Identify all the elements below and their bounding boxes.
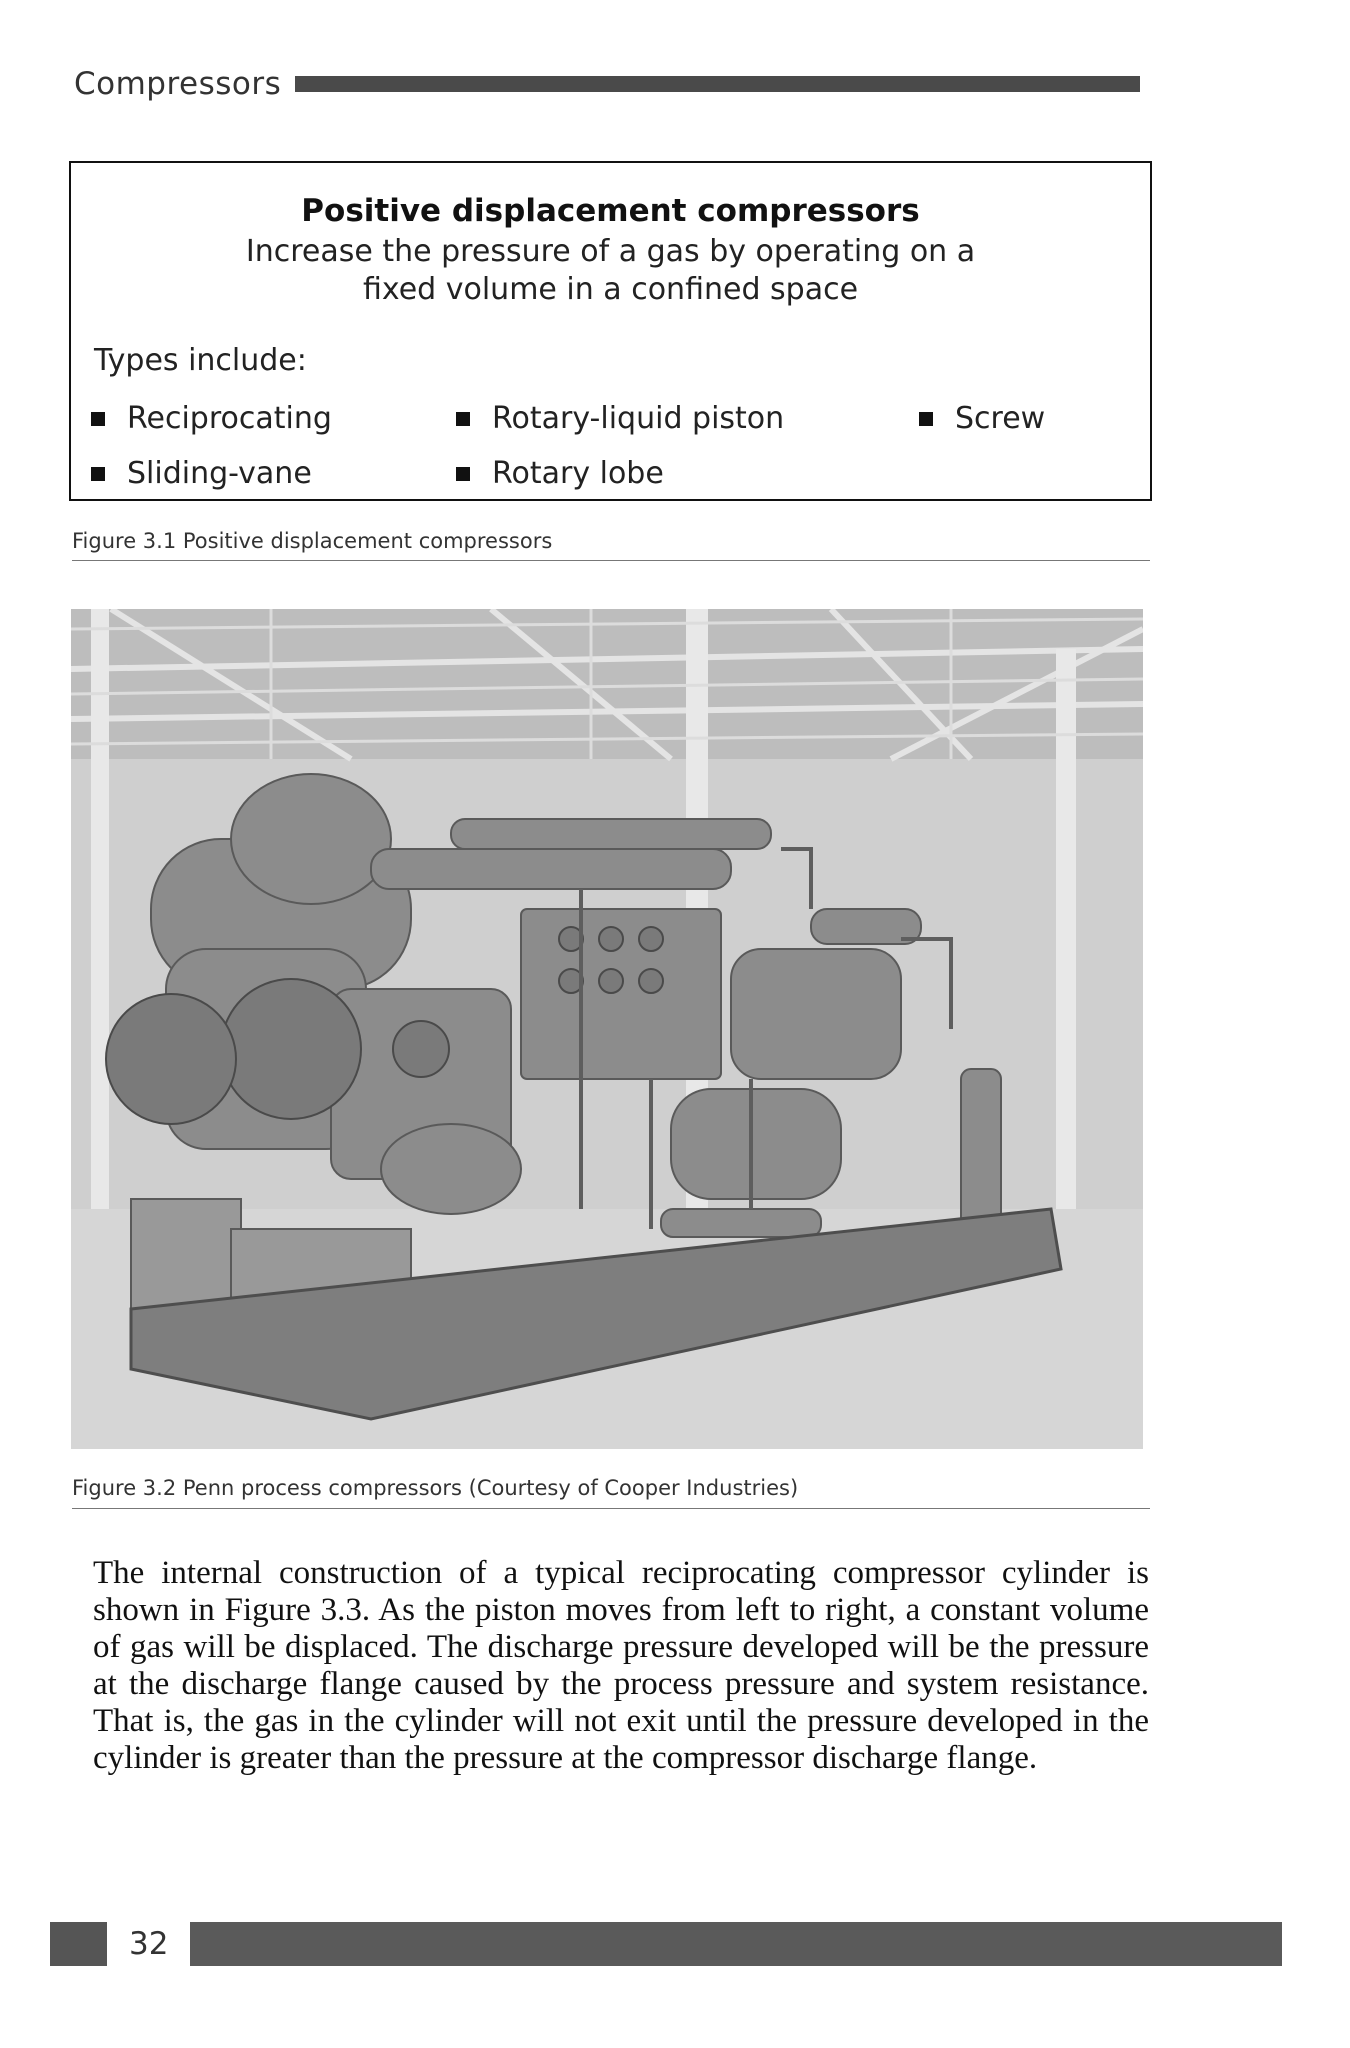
box-title: Positive displacement compressors	[301, 193, 920, 229]
header-title: Compressors	[74, 66, 282, 102]
figure-2-caption: Figure 3.2 Penn process compressors (Courtesy of Cooper Industries)	[72, 1476, 799, 1500]
list-item	[456, 456, 664, 491]
list-item	[91, 401, 332, 436]
list-item-label: Rotary lobe	[492, 456, 664, 491]
list-item-label: Rotary-liquid piston	[492, 401, 785, 436]
page-number: 32	[129, 1926, 169, 1962]
list-item	[91, 456, 312, 491]
box-description-line-1: Increase the pressure of a gas by operating on a	[245, 234, 976, 269]
bullet-icon	[456, 467, 470, 481]
body-paragraph: The internal construction of a typical reciprocating compressor cylinder is shown in Figure 3.3. As the piston moves from left to right, a constant volume of gas will be displaced. The discharge pressure developed will be the pressure at the discharge flange caused by the process pressure and system resistance. That is, the gas in the cylinder will not exit until the pressure developed in the cylinder is greater than the pressure at the compressor discharge flange.	[93, 1555, 1149, 1776]
list-item-label: Reciprocating	[127, 401, 332, 436]
list-item-label: Sliding-vane	[127, 456, 312, 491]
bullet-icon	[919, 412, 933, 426]
box-description-line-2: fixed volume in a confined space	[362, 272, 859, 307]
figure-1-caption: Figure 3.1 Positive displacement compressors	[72, 529, 553, 553]
box-description	[71, 233, 1150, 309]
header-bar	[295, 76, 1140, 92]
caption-rule	[72, 1508, 1150, 1509]
list-item-label: Screw	[955, 401, 1046, 436]
bullet-icon	[456, 412, 470, 426]
types-label: Types include:	[94, 343, 307, 378]
caption-rule	[72, 560, 1150, 561]
bullet-icon	[91, 412, 105, 426]
definition-box	[69, 161, 1152, 501]
running-header	[74, 66, 1140, 102]
bullet-icon	[91, 467, 105, 481]
page-footer	[50, 1922, 1282, 1966]
list-item	[919, 401, 1045, 436]
compressor-photo	[71, 609, 1143, 1449]
footer-bar	[190, 1922, 1282, 1966]
list-item	[456, 401, 784, 436]
footer-block	[50, 1922, 107, 1966]
